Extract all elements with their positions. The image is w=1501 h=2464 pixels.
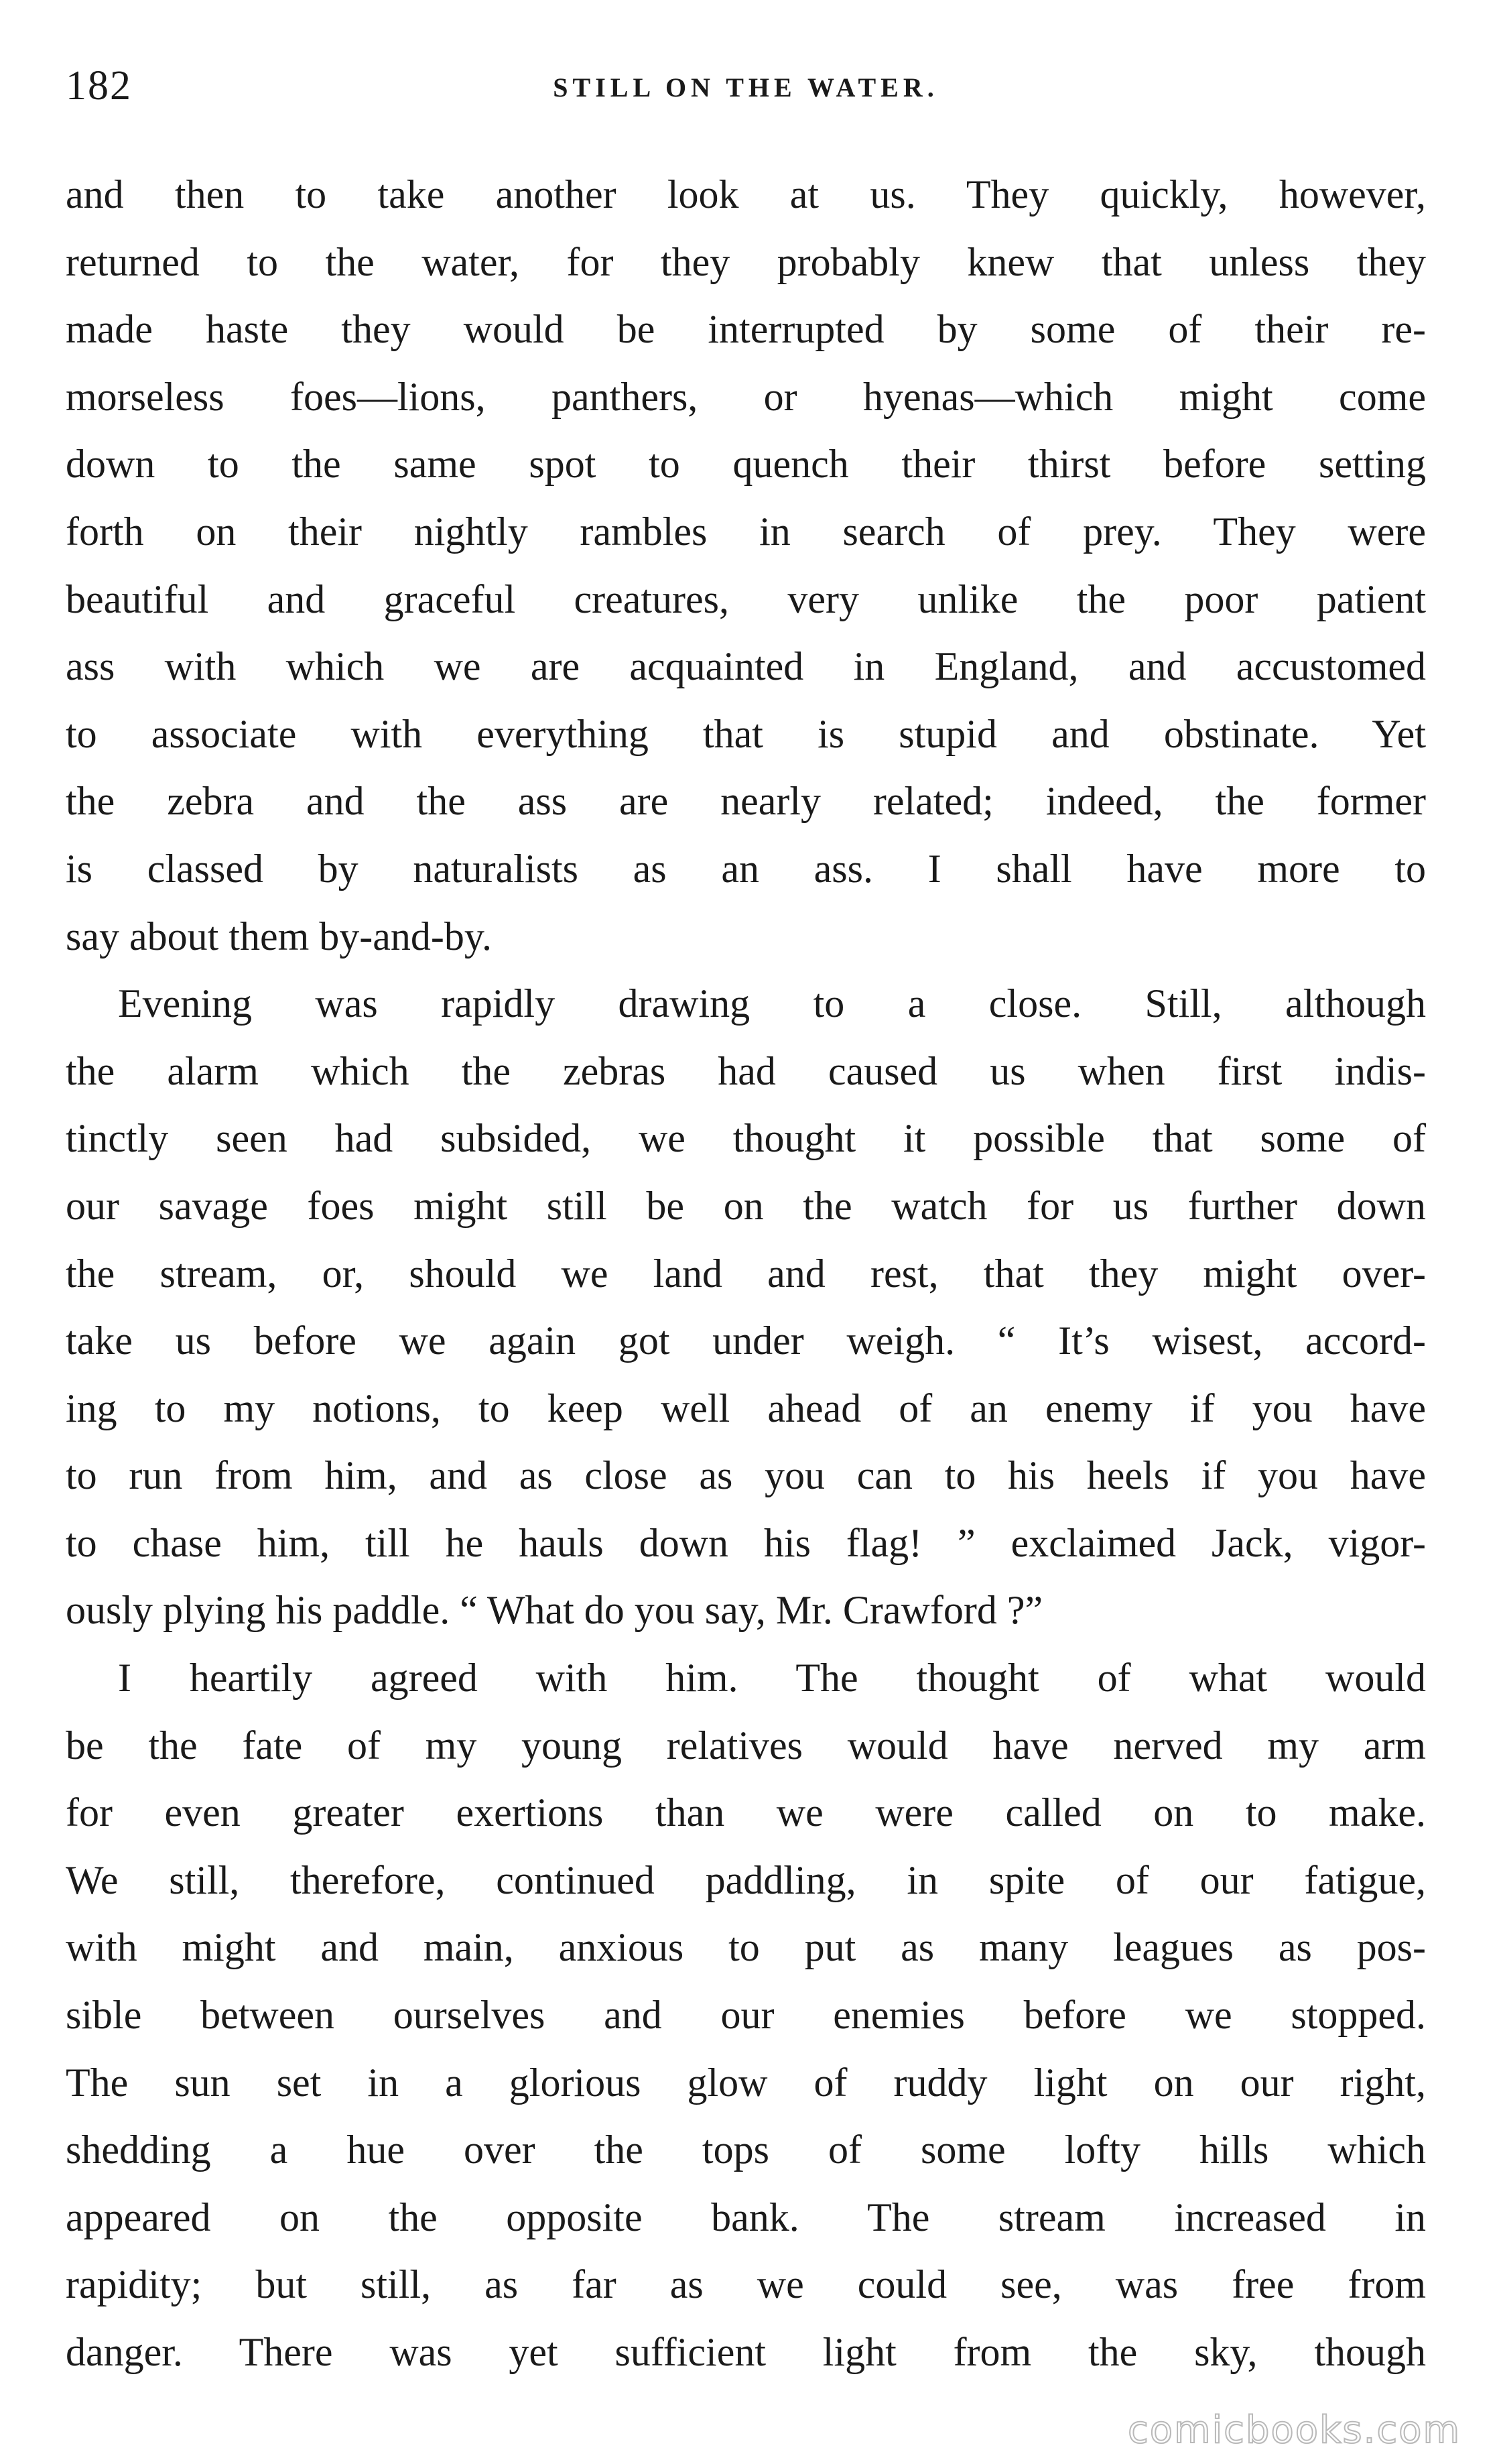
text-line: beautiful and graceful creatures, very unlike the poor patient: [66, 576, 1426, 621]
text-line: say about them by-and-by.: [66, 914, 492, 959]
text-line: our savage foes might still be on the watch for us further down: [66, 1183, 1426, 1228]
text-line: sible between ourselves and our enemies before we stopped.: [66, 1993, 1426, 2038]
text-line: We still, therefore, continued paddling, in spite of our fatigue,: [66, 1857, 1426, 1902]
text-line: is classed by naturalists as an ass. I shall have more to: [66, 846, 1426, 891]
running-head: [66, 59, 1426, 113]
text-line: appeared on the opposite bank. The stream increased in: [66, 2195, 1426, 2239]
text-line: to run from him, and as close as you can to his heels if you have: [66, 1453, 1426, 1498]
text-line: and then to take another look at us. They quickly, however,: [66, 172, 1426, 217]
text-line: Evening was rapidly drawing to a close. Still, although: [118, 981, 1426, 1026]
text-line: morseless foes—lions, panthers, or hyenas—which might come: [66, 374, 1426, 419]
text-line: the alarm which the zebras had caused us when first indis-: [66, 1048, 1426, 1093]
running-title: STILL ON THE WATER.: [553, 72, 939, 103]
text-line: with might and main, anxious to put as many leagues as pos-: [66, 1925, 1426, 1970]
text-line: made haste they would be interrupted by some of their re-: [66, 307, 1426, 352]
text-line: I heartily agreed with him. The thought of what would: [118, 1656, 1426, 1701]
text-line: ously plying his paddle. “ What do you say, Mr. Crawford ?”: [66, 1588, 1043, 1633]
text-line: The sun set in a glorious glow of ruddy light on our right,: [66, 2060, 1426, 2105]
text-line: down to the same spot to quench their thirst before setting: [66, 442, 1426, 487]
text-line: forth on their nightly rambles in search of prey. They were: [66, 509, 1426, 554]
text-line: danger. There was yet sufficient light from the sky, though: [66, 2330, 1426, 2374]
text-line: be the fate of my young relatives would have nerved my arm: [66, 1723, 1426, 1768]
body-text: [66, 161, 1426, 2386]
text-line: the zebra and the ass are nearly related; indeed, the former: [66, 779, 1426, 824]
text-line: take us before we again got under weigh. “ It’s wisest, accord-: [66, 1318, 1426, 1363]
watermark: comicbooks.com: [1127, 2408, 1461, 2452]
page-number: 182: [66, 63, 132, 109]
text-line: ing to my notions, to keep well ahead of an enemy if you have: [66, 1385, 1426, 1430]
text-line: for even greater exertions than we were called on to make.: [66, 1790, 1426, 1835]
text-line: shedding a hue over the tops of some lofty hills which: [66, 2128, 1426, 2172]
text-line: to associate with everything that is stupid and obstinate. Yet: [66, 711, 1426, 756]
text-line: ass with which we are acquainted in England, and accustomed: [66, 644, 1426, 689]
text-line: returned to the water, for they probably knew that unless they: [66, 239, 1426, 284]
text-line: the stream, or, should we land and rest, that they might over-: [66, 1251, 1426, 1296]
text-line: tinctly seen had subsided, we thought it possible that some of: [66, 1116, 1426, 1161]
text-line: rapidity; but still, as far as we could see, was free from: [66, 2262, 1426, 2307]
text-line: to chase him, till he hauls down his flag! ” exclaimed Jack, vigor-: [66, 1520, 1426, 1565]
